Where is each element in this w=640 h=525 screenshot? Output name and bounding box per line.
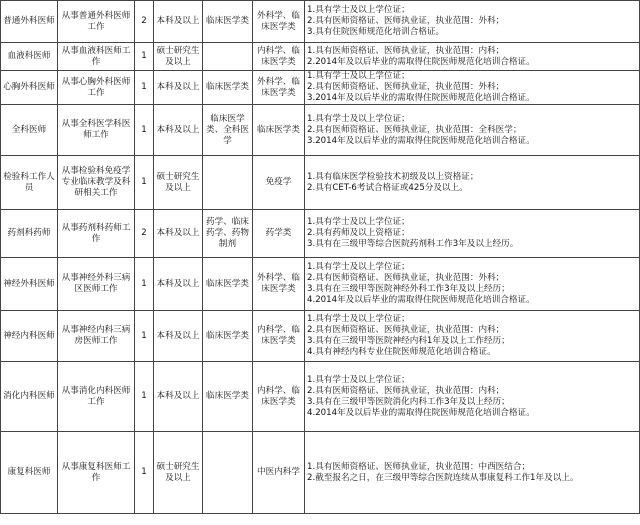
major-cell-b-text: 药学类: [265, 228, 292, 238]
table-row: [1, 156, 640, 210]
major-cell-b-text: 临床医学类: [257, 124, 300, 135]
table-row: [1, 210, 640, 258]
education-cell-text: 本科及以上: [156, 330, 200, 341]
table-row: [1, 1, 640, 43]
education-cell: [154, 362, 203, 432]
headcount-cell-text: 2: [141, 16, 147, 26]
duty-cell: [58, 156, 135, 210]
post-cell: [1, 156, 58, 210]
table-row: [1, 311, 640, 362]
education-cell: [154, 71, 203, 105]
duty-cell-text: 从事神经外科三病区医师工作: [61, 273, 131, 294]
requirement-line: 1.具有医师资格证、医师执业证，执业范围：中西医结合；: [307, 461, 531, 472]
duty-cell-text: 从事全科医学科医师工作: [61, 119, 131, 140]
post-cell-text: 普通外科医师: [3, 16, 55, 26]
education-cell-text: 硕士研究生及以上: [156, 461, 200, 483]
requirement-line: 2.具有CET-6考试合格证或425分及以上。: [307, 182, 468, 193]
major-cell-b-text: 内科学、临床医学类: [257, 385, 300, 407]
major-cell-b-text: 内科学、临床医学类: [257, 325, 300, 346]
headcount-cell-text: 1: [141, 467, 147, 477]
major-cell-b: [253, 210, 305, 258]
major-cell-a-text: 临床医学类、全科医学: [206, 113, 249, 146]
education-cell: [154, 1, 203, 43]
table-row: [1, 432, 640, 514]
requirement-line: 3.具有在三级甲等医院消化内科工作3年及以上经历；: [307, 396, 510, 407]
education-cell: [154, 210, 203, 258]
major-cell-a-text: 临床医学类: [206, 82, 249, 92]
major-cell-a-text: 临床医学类: [206, 16, 249, 26]
major-cell-b: [253, 105, 305, 156]
requirement-line: 4.2014年及以后毕业的需取得住院医师规范化培训合格证。: [307, 295, 535, 305]
requirements-cell: [305, 105, 640, 156]
requirement-line: 1.具有学士及以上学位证；: [307, 314, 410, 324]
headcount-cell: [135, 71, 154, 105]
education-cell: [154, 156, 203, 210]
post-cell: [1, 311, 58, 362]
headcount-cell-text: 1: [141, 391, 147, 401]
requirement-line: 2.具有医师资格证、医师执业证，执业范围：全科医学；: [307, 124, 522, 135]
table-row: [1, 43, 640, 71]
headcount-cell: [135, 362, 154, 432]
education-cell-text: 本科及以上: [156, 278, 200, 289]
duty-cell-text: 从事康复科医师工作: [61, 461, 131, 483]
requirement-line: 1.具有学士及以上学位证；: [307, 5, 410, 15]
requirement-line: 1.具有学士及以上学位证；: [307, 71, 410, 81]
post-cell: [1, 362, 58, 432]
major-cell-b-text: 外科学、临床医学类: [257, 10, 300, 32]
post-cell-text: 心胸外科医师: [3, 82, 55, 92]
headcount-cell: [135, 210, 154, 258]
major-cell-a: [203, 105, 253, 156]
requirement-line: 1.具有学士及以上学位证；: [307, 217, 410, 227]
post-cell-text: 神经外科医师: [3, 278, 55, 289]
headcount-cell-text: 2: [141, 228, 147, 238]
duty-cell: [58, 43, 135, 71]
duty-cell-text: 从事检验科免疫学专业临床教学及科研相关工作: [61, 166, 131, 198]
requirement-line: 3.2014年及以后毕业的需取得住院医师规范化培训合格证。: [307, 135, 535, 146]
major-cell-b: [253, 71, 305, 105]
requirement-line: 2.具有医师资格证、医师执业证，执业范围：内科；: [307, 325, 505, 335]
major-cell-b: [253, 156, 305, 210]
post-cell-text: 检验科工作人员: [3, 171, 55, 193]
requirement-line: 2.2014年及以后毕业的需取得住院医师规范化培训合格证。: [307, 56, 535, 67]
headcount-cell-text: 1: [141, 278, 147, 289]
post-cell: [1, 432, 58, 514]
post-cell: [1, 258, 58, 311]
major-cell-a-text: 临床医学类: [206, 391, 249, 401]
requirement-line: 4.具有神经内科专业住院医师规范化培训合格证。: [307, 347, 496, 357]
post-cell-text: 药剂科药师: [7, 228, 51, 238]
headcount-cell: [135, 43, 154, 71]
headcount-cell-text: 1: [141, 177, 147, 187]
major-cell-b: [253, 432, 305, 514]
requirement-line: 1.具有医师资格证、医师执业证，执业范围：内科；: [307, 45, 505, 56]
duty-cell: [58, 1, 135, 43]
requirement-line: 1.具有学士及以上学位证；: [307, 113, 410, 124]
major-cell-a-text: 药学、临床药学、药物制剂: [206, 217, 249, 249]
education-cell: [154, 311, 203, 362]
headcount-cell: [135, 258, 154, 311]
duty-cell-text: 从事药剂科药师工作: [61, 222, 131, 244]
duty-cell-text: 从事消化内科医师工作: [61, 385, 131, 407]
duty-cell: [58, 210, 135, 258]
education-cell: [154, 258, 203, 311]
requirements-cell: [305, 1, 640, 43]
post-cell-text: 消化内科医师: [3, 391, 55, 401]
major-cell-b: [253, 1, 305, 43]
requirement-line: 2.截至报名之日，在三级甲等综合医院连续从事康复科工作1年及以上。: [307, 472, 579, 483]
major-cell-a: [203, 156, 253, 210]
requirement-line: 3.具有住院医师规范化培训合格证。: [307, 27, 445, 37]
headcount-cell-text: 1: [141, 124, 147, 135]
major-cell-a: [203, 71, 253, 105]
post-cell: [1, 210, 58, 258]
post-cell-text: 全科医师: [11, 124, 47, 135]
requirement-line: 1.具有临床医学检验技术初级及以上资格证；: [307, 171, 479, 182]
major-cell-a: [203, 432, 253, 514]
requirements-cell: [305, 432, 640, 514]
requirements-cell: [305, 210, 640, 258]
headcount-cell-text: 1: [141, 330, 147, 341]
major-cell-a: [203, 311, 253, 362]
requirement-line: 3.2014年及以后毕业的需取得住院医师规范化培训合格证。: [307, 93, 535, 103]
major-cell-b-text: 内科学、临床医学类: [257, 45, 300, 67]
headcount-cell: [135, 432, 154, 514]
major-cell-a-text: 临床医学类: [206, 330, 249, 341]
headcount-cell: [135, 105, 154, 156]
education-cell-text: 本科及以上: [156, 391, 200, 401]
duty-cell-text: 从事心胸外科医师工作: [61, 76, 131, 98]
major-cell-b-text: 外科学、临床医学类: [257, 76, 300, 98]
duty-cell: [58, 432, 135, 514]
duty-cell: [58, 71, 135, 105]
requirement-line: 2.具有医师资格证、医师执业证，执业范围：外科；: [307, 82, 505, 92]
table-row: [1, 362, 640, 432]
requirement-line: 1.具有学士及以上学位证；: [307, 262, 410, 272]
education-cell-text: 本科及以上: [156, 124, 200, 135]
major-cell-b: [253, 258, 305, 311]
requirements-cell: [305, 311, 640, 362]
duty-cell-text: 从事神经内科三病房医师工作: [61, 325, 131, 346]
duty-cell: [58, 311, 135, 362]
education-cell-text: 本科及以上: [156, 228, 200, 238]
requirement-line: 2.具有药师及以上资格证；: [307, 228, 410, 238]
education-cell-text: 硕士研究生及以上: [156, 45, 200, 67]
major-cell-b: [253, 311, 305, 362]
major-cell-a-text: 临床医学类: [206, 278, 249, 289]
major-cell-b: [253, 362, 305, 432]
requirement-line: 1.具有学士及以上学位证；: [307, 374, 410, 385]
requirements-cell: [305, 43, 640, 71]
duty-cell-text: 从事血液科医师工作: [61, 45, 131, 67]
headcount-cell-text: 1: [141, 51, 147, 61]
requirement-line: 2.具有医师资格证、医师执业证，执业范围：内科；: [307, 385, 505, 396]
education-cell-text: 本科及以上: [156, 82, 200, 92]
post-cell-text: 康复科医师: [7, 467, 51, 477]
post-cell: [1, 71, 58, 105]
education-cell-text: 本科及以上: [156, 16, 200, 26]
headcount-cell: [135, 311, 154, 362]
requirement-line: 3.具有在三级甲等综合医院药剂科工作3年及以上经历。: [307, 239, 519, 249]
education-cell: [154, 105, 203, 156]
table-row: [1, 105, 640, 156]
requirement-line: 3.具有在三级甲等医院神经外科工作3年及以上经历；: [307, 284, 510, 294]
requirements-cell: [305, 71, 640, 105]
headcount-cell: [135, 1, 154, 43]
post-cell: [1, 43, 58, 71]
requirement-line: 2.具有医师资格证、医师执业证，执业范围：外科；: [307, 16, 505, 26]
major-cell-a: [203, 1, 253, 43]
major-cell-a: [203, 43, 253, 71]
duty-cell: [58, 258, 135, 311]
education-cell: [154, 43, 203, 71]
major-cell-b-text: 外科学、临床医学类: [257, 273, 300, 294]
education-cell-text: 硕士研究生及以上: [156, 171, 200, 193]
requirements-cell: [305, 362, 640, 432]
duty-cell: [58, 362, 135, 432]
post-cell-text: 血液科医师: [7, 51, 51, 61]
major-cell-b-text: 免疫学: [265, 177, 292, 187]
major-cell-a: [203, 258, 253, 311]
duty-cell: [58, 105, 135, 156]
table-body: [1, 1, 640, 514]
post-cell-text: 神经内科医师: [3, 330, 55, 341]
post-cell: [1, 105, 58, 156]
post-cell: [1, 1, 58, 43]
requirement-line: 2.具有医师资格证、医师执业证，执业范围：外科；: [307, 273, 505, 283]
education-cell: [154, 432, 203, 514]
requirement-line: 4.2014年及以后毕业的需取得住院医师规范化培训合格证。: [307, 407, 535, 418]
requirements-cell: [305, 258, 640, 311]
major-cell-a: [203, 362, 253, 432]
requirement-line: 3.具有在三级甲等医院神经内科1年及以上工作经历；: [307, 336, 510, 346]
table-row: [1, 71, 640, 105]
duty-cell-text: 从事普通外科医师工作: [61, 10, 131, 32]
headcount-cell: [135, 156, 154, 210]
requirements-cell: [305, 156, 640, 210]
major-cell-b-text: 中医内科学: [257, 467, 300, 477]
table-row: [1, 258, 640, 311]
major-cell-a: [203, 210, 253, 258]
major-cell-b: [253, 43, 305, 71]
headcount-cell-text: 1: [141, 82, 147, 92]
